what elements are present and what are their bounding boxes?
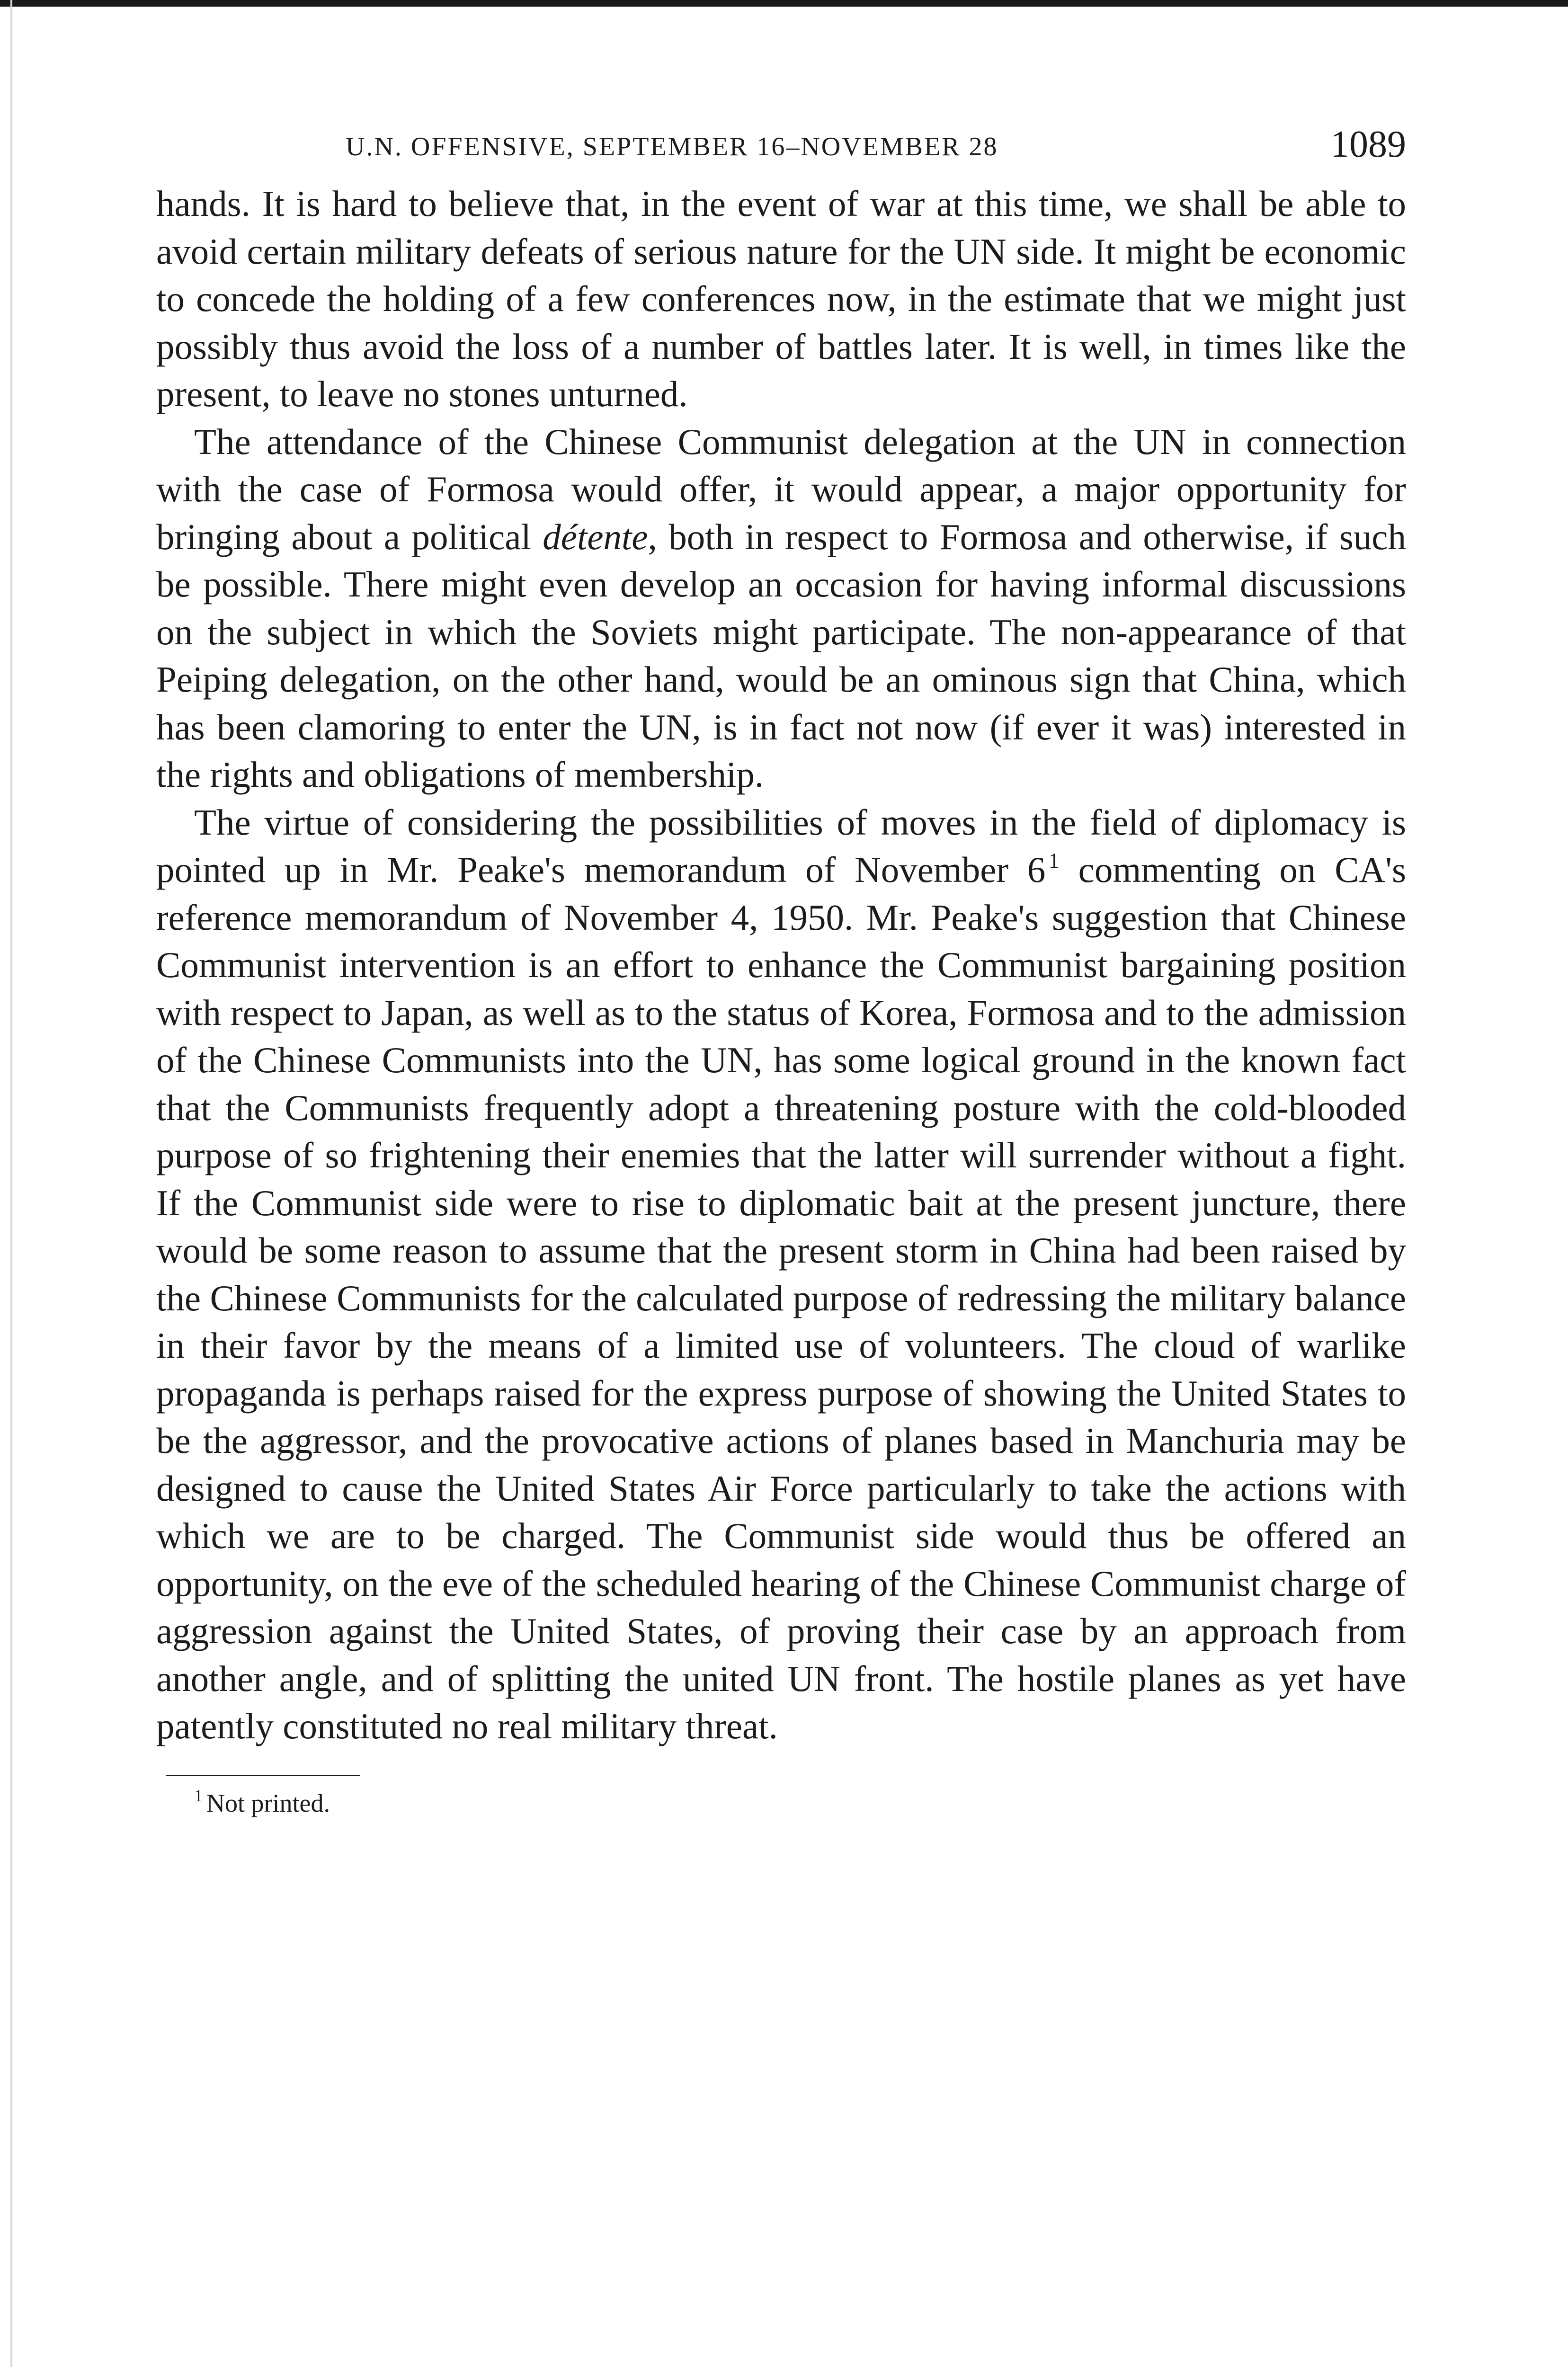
footnote <box>194 1786 1406 1818</box>
footnote-reference: 1 <box>1048 848 1060 872</box>
running-head <box>156 118 1406 175</box>
document-page <box>156 118 1406 1818</box>
paragraph-2-text-after: , both in respect to Formosa and otherwise, if such be possible. There might even develop an occasion for having informal discussions on the subject in which the Soviets might participate. The non-appearance of that Peiping delegation, on the other hand, would be an ominous sign that China, which has been clamoring to enter the UN, is in fact not now (if ever it was) interested in the rights and obligations of membership. <box>156 516 1406 795</box>
paragraph-3-text-before: The virtue of considering the possibilities of moves in the field of diplomacy is pointed up in Mr. Peake's memorandum of November 6 <box>156 801 1406 890</box>
paragraph-2-text-before: The attendance of the Chinese Communist delegation at the UN in connection with the case of Formosa would offer, it would appear, a major opportunity for bringing about a political <box>156 421 1406 557</box>
page-edge-shadow <box>10 0 12 2367</box>
footnote-mark: 1 <box>194 1786 203 1805</box>
paragraph-2 <box>156 418 1406 799</box>
paragraph-1: hands. It is hard to believe that, in the event of war at this time, we shall be able to avoid certain military defeats of serious nature for the UN side. It might be economic to concede the holding of a few conferences now, in the estimate that we might just possibly thus avoid the loss of a number of battles later. It is well, in times like the present, to leave no stones unturned. <box>156 183 1406 414</box>
running-title: U.N. OFFENSIVE, SEPTEMBER 16–NOVEMBER 28 <box>346 132 998 161</box>
top-edge-rule <box>0 0 1568 7</box>
footnote-divider <box>166 1775 360 1776</box>
paragraph-3 <box>156 799 1406 1750</box>
paragraph-3-text-after: commenting on CA's reference memorandum of November 4, 1950. Mr. Peake's suggestion that Chinese Communist intervention is an effort to enhance the Communist bargaining position with respect to Japan, as well as to the status of Korea, Formosa and to the admission of the Chinese Communists into the UN, has some logical ground in the known fact that the Communists frequently adopt a threatening posture with the cold-blooded purpose of so frightening their enemies that the latter will surrender without a fight. If the Communist side were to rise to diplomatic bait at the present juncture, there would be some reason to assume that the present storm in China had been raised by the Chinese Communists for the calculated purpose of redressing the military balance in their favor by the means of a limited use of volunteers. The cloud of warlike propaganda is perhaps raised for the express purpose of showing the United States to be the aggressor, and the provocative actions of planes based in Manchuria may be designed to cause the United States Air Force particularly to take the actions with which we are to be charged. The Communist side would thus be offered an opportunity, on the eve of the scheduled hearing of the Chinese Communist charge of aggression against the United States, of proving their case by an approach from another angle, and of splitting the united UN front. The hostile planes as yet have patently constituted no real military threat. <box>156 849 1407 1746</box>
footnote-text: Not printed. <box>206 1789 330 1817</box>
body-text <box>156 180 1406 1750</box>
page-number: 1089 <box>1330 124 1406 165</box>
italic-term-detente: détente <box>543 516 648 557</box>
